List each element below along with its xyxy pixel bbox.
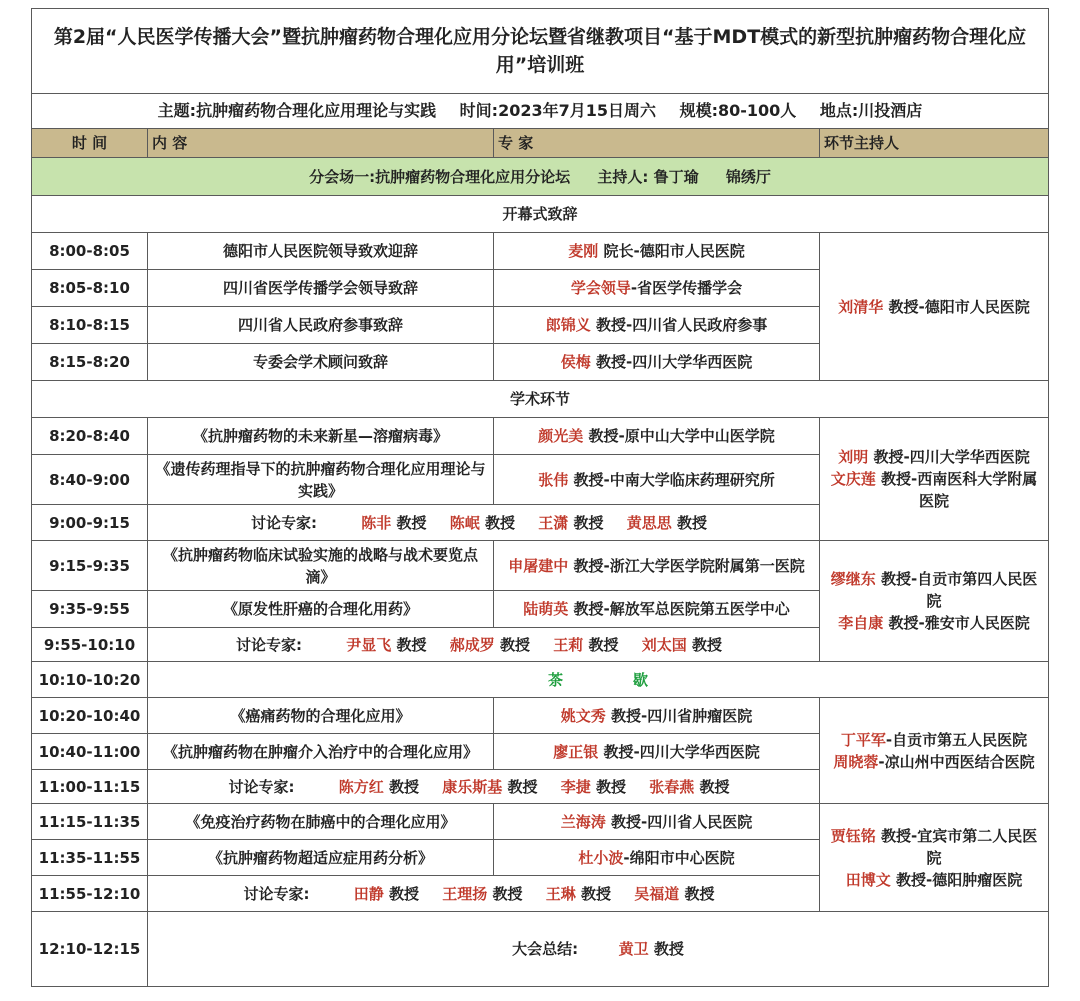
row-content: 《遗传药理指导下的抗肿瘤药物合理化应用理论与实践》	[148, 455, 494, 505]
expert-affil: 教授-四川省肿瘤医院	[605, 706, 753, 725]
row-content: 《原发性肝癌的合理化用药》	[148, 591, 494, 628]
session-host: 鲁丁瑜	[653, 167, 699, 186]
expert-name: 杜小波	[578, 848, 624, 867]
expert-title: 教授	[694, 777, 730, 796]
expert-name: 吴福道	[634, 884, 680, 903]
host-cell	[820, 804, 1049, 912]
table-row	[32, 233, 1049, 270]
host-line	[824, 869, 1044, 891]
discussion-label: 讨论专家:	[228, 777, 295, 796]
row-time: 8:20-8:40	[32, 418, 148, 455]
expert-name: 尹显飞	[346, 635, 392, 654]
table-row	[32, 418, 1049, 455]
place-label: 地点:	[819, 101, 859, 120]
row-expert	[494, 698, 820, 734]
row-content: 四川省医学传播学会领导致辞	[148, 270, 494, 307]
expert-affil: 教授-中南大学临床药理研究所	[568, 470, 775, 489]
host-line	[824, 751, 1044, 773]
host-affil: 教授-德阳肿瘤医院	[890, 870, 1023, 889]
expert-affil: 教授-四川大学华西医院	[598, 742, 760, 761]
info-bar	[32, 94, 1049, 129]
header-time: 时 间	[32, 129, 148, 158]
expert-name: 侯梅	[560, 353, 591, 371]
row-expert	[494, 804, 820, 840]
row-expert	[494, 344, 820, 381]
expert-name: 郝成罗	[449, 635, 495, 654]
row-content: 专委会学术顾问致辞	[148, 344, 494, 381]
row-time: 8:15-8:20	[32, 344, 148, 381]
row-time: 9:55-10:10	[32, 628, 148, 662]
row-time: 8:10-8:15	[32, 307, 148, 344]
row-expert	[494, 233, 820, 270]
row-expert	[494, 541, 820, 591]
row-expert	[494, 455, 820, 505]
host-line	[824, 729, 1044, 751]
expert-name: 麦刚	[568, 242, 599, 260]
expert-name: 黄思思	[626, 513, 672, 532]
tea-break-row	[32, 662, 1049, 698]
row-content: 《癌痛药物的合理化应用》	[148, 698, 494, 734]
discussion-label: 讨论专家:	[243, 884, 310, 903]
schedule-table	[31, 8, 1049, 987]
row-expert	[494, 307, 820, 344]
expert-title: 教授	[575, 884, 611, 903]
expert-title: 教授	[590, 777, 626, 796]
row-time: 11:55-12:10	[32, 876, 148, 912]
row-content: 四川省人民政府参事致辞	[148, 307, 494, 344]
session-banner	[32, 158, 1049, 196]
expert-affil: 院长-德阳市人民医院	[598, 242, 745, 260]
expert-title: 教授	[679, 884, 715, 903]
row-content: 《免疫治疗药物在肺癌中的合理化应用》	[148, 804, 494, 840]
row-time: 9:15-9:35	[32, 541, 148, 591]
expert-affil: -绵阳市中心医院	[623, 848, 735, 867]
scale-value: 80-100人	[718, 101, 797, 120]
discussion-experts	[148, 628, 820, 662]
summary-row	[32, 912, 1049, 987]
header-host: 环节主持人	[820, 129, 1049, 158]
row-time: 12:10-12:15	[32, 912, 148, 987]
row-time: 9:00-9:15	[32, 505, 148, 541]
row-time: 8:00-8:05	[32, 233, 148, 270]
scale-label: 规模:	[679, 101, 718, 120]
summary-cell	[148, 912, 1049, 987]
host-name: 刘清华	[838, 297, 884, 316]
host-name: 贾钰铭	[830, 826, 876, 845]
host-affil: -凉山州中西医结合医院	[878, 752, 1035, 771]
summary-label: 大会总结:	[512, 940, 579, 958]
expert-name: 王琳	[545, 884, 576, 903]
expert-title: 教授	[391, 513, 427, 532]
row-content: 《抗肿瘤药物超适应症用药分析》	[148, 840, 494, 876]
row-content: 《抗肿瘤药物临床试验实施的战略与战术要览点滴》	[148, 541, 494, 591]
discussion-experts	[148, 876, 820, 912]
host-affil: 教授-宜宾市第二人民医院	[875, 826, 1038, 867]
host-name: 文庆莲	[830, 470, 876, 488]
expert-affil: 教授-四川省人民政府参事	[590, 316, 768, 334]
row-time: 11:00-11:15	[32, 770, 148, 804]
row-content: 德阳市人民医院领导致欢迎辞	[148, 233, 494, 270]
host-affil: 教授-四川大学华西医院	[868, 448, 1030, 466]
expert-name: 陈岷	[449, 513, 480, 532]
expert-name: 颜光美	[538, 427, 584, 445]
expert-name: 陆萌英	[523, 600, 569, 618]
time-label: 时间:	[459, 101, 499, 120]
expert-name: 申屠建中	[508, 556, 569, 575]
expert-title: 教授	[686, 635, 722, 654]
expert-title: 教授	[494, 635, 530, 654]
page-title: 第2届“人民医学传播大会”暨抗肿瘤药物合理化应用分论坛暨省继教项目“基于MDT模式的新型抗肿瘤药物合理化应用”培训班	[32, 9, 1049, 94]
expert-name: 王理扬	[442, 884, 488, 903]
header-expert: 专 家	[494, 129, 820, 158]
expert-name: 张伟	[538, 470, 569, 489]
expert-title: 教授	[568, 513, 604, 532]
row-content: 《抗肿瘤药物在肿瘤介入治疗中的合理化应用》	[148, 734, 494, 770]
expert-name: 李捷	[560, 777, 591, 796]
place-value: 川投酒店	[858, 101, 923, 120]
host-name: 李自康	[838, 614, 884, 632]
expert-title: 教授	[487, 884, 523, 903]
expert-name: 刘太国	[641, 635, 687, 654]
table-row	[32, 541, 1049, 591]
section-opening: 开幕式致辞	[32, 196, 1049, 233]
tea-char: 茶	[547, 670, 563, 689]
host-line	[824, 296, 1044, 318]
discussion-experts	[148, 505, 820, 541]
expert-name: 田静	[353, 884, 384, 903]
time-value: 2023年7月15日周六	[498, 101, 657, 120]
session-name: 分会场一:抗肿瘤药物合理化应用分论坛	[309, 167, 571, 186]
session-host-label: 主持人:	[597, 167, 649, 186]
host-cell	[820, 418, 1049, 541]
expert-title: 教授	[479, 513, 515, 532]
host-name: 周晓蓉	[833, 752, 879, 771]
discussion-experts	[148, 770, 820, 804]
host-affil: 教授-雅安市人民医院	[883, 614, 1030, 632]
host-cell	[820, 541, 1049, 662]
expert-title: 教授	[383, 884, 420, 903]
summary-title: 教授	[648, 940, 684, 958]
row-time: 10:40-11:00	[32, 734, 148, 770]
expert-name: 姚文秀	[560, 706, 606, 725]
tea-char: 歇	[633, 670, 649, 689]
header-content: 内 容	[148, 129, 494, 158]
table-row	[32, 698, 1049, 734]
expert-name: 学会领导	[570, 279, 631, 297]
expert-name: 王潇	[538, 513, 569, 532]
expert-affil: 教授-四川省人民医院	[605, 812, 753, 831]
expert-name: 兰海涛	[560, 812, 606, 831]
expert-title: 教授	[502, 777, 538, 796]
row-expert	[494, 734, 820, 770]
row-time: 11:35-11:55	[32, 840, 148, 876]
expert-title: 教授	[391, 635, 427, 654]
expert-affil: 教授-浙江大学医学院附属第一医院	[568, 556, 805, 575]
expert-title: 教授	[583, 635, 619, 654]
tea-break	[148, 662, 1049, 698]
row-time: 9:35-9:55	[32, 591, 148, 628]
host-affil: 教授-自贡市第四人民医院	[875, 570, 1038, 610]
row-expert	[494, 418, 820, 455]
host-name: 刘明	[838, 448, 869, 466]
expert-name: 廖正银	[553, 742, 599, 761]
host-name: 田博文	[845, 870, 891, 889]
host-name: 丁平军	[840, 730, 886, 749]
row-time: 10:20-10:40	[32, 698, 148, 734]
table-row	[32, 804, 1049, 840]
row-expert	[494, 591, 820, 628]
host-line	[824, 825, 1044, 869]
expert-name: 陈非	[361, 513, 392, 532]
row-time: 8:40-9:00	[32, 455, 148, 505]
row-expert	[494, 270, 820, 307]
host-line	[824, 446, 1044, 468]
expert-name: 郎锦义	[545, 316, 591, 334]
expert-affil: 教授-四川大学华西医院	[590, 353, 753, 371]
row-content: 《抗肿瘤药物的未来新星—溶瘤病毒》	[148, 418, 494, 455]
host-affil: 教授-西南医科大学附属医院	[875, 470, 1038, 510]
discussion-label: 讨论专家:	[236, 635, 303, 654]
expert-affil: 教授-原中山大学中山医学院	[583, 427, 775, 445]
section-academic: 学术环节	[32, 381, 1049, 418]
host-cell	[820, 233, 1049, 381]
expert-name: 康乐斯基	[442, 777, 503, 796]
host-line	[824, 568, 1044, 612]
host-cell	[820, 698, 1049, 804]
row-time: 10:10-10:20	[32, 662, 148, 698]
expert-affil: 教授-解放军总医院第五医学中心	[568, 600, 790, 618]
host-line	[824, 612, 1044, 634]
summary-name: 黄卫	[618, 940, 649, 958]
discussion-label: 讨论专家:	[251, 513, 318, 532]
expert-name: 王莉	[553, 635, 584, 654]
expert-affil: -省医学传播学会	[630, 279, 743, 297]
host-affil: -自贡市第五人民医院	[885, 730, 1028, 749]
row-time: 8:05-8:10	[32, 270, 148, 307]
host-affil: 教授-德阳市人民医院	[883, 297, 1030, 316]
expert-name: 陈方红	[338, 777, 384, 796]
row-time: 11:15-11:35	[32, 804, 148, 840]
row-expert	[494, 840, 820, 876]
theme-label: 主题:	[157, 101, 197, 120]
table-header	[32, 129, 1049, 158]
host-line	[824, 468, 1044, 512]
expert-title: 教授	[383, 777, 420, 796]
theme-value: 抗肿瘤药物合理化应用理论与实践	[196, 101, 437, 120]
expert-title: 教授	[671, 513, 707, 532]
expert-name: 张春燕	[649, 777, 695, 796]
host-name: 缪继东	[830, 570, 876, 588]
session-room: 锦绣厅	[725, 167, 771, 186]
